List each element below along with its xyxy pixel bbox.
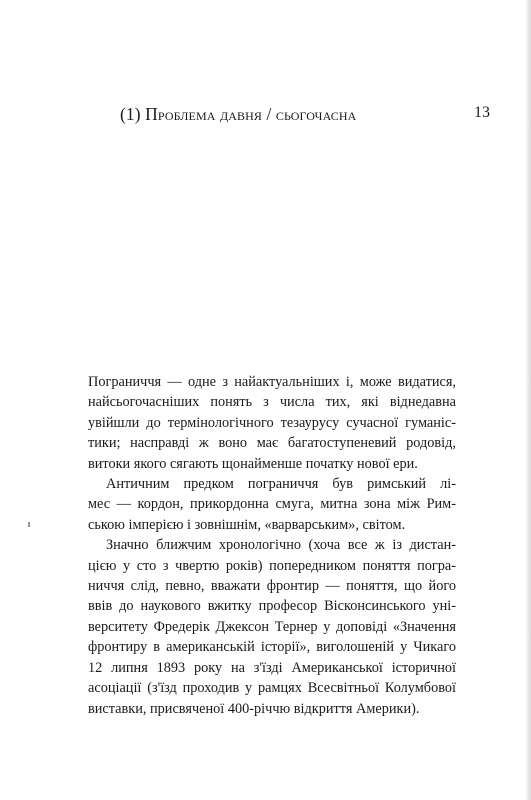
text-line: ввів до наукового вжитку професор Вісконсинського уні-	[88, 598, 456, 615]
paragraph-3	[88, 535, 456, 719]
text-line: Античним предком пограниччя був римський лі-	[106, 476, 456, 493]
text-line: цією у сто з чвертю років) попередником поняття погра-	[88, 557, 456, 574]
text-line: найсьогочасніших понять з числа тих, які віднедавна	[88, 394, 456, 411]
text-line: Пограниччя — одне з найактуальніших і, може видатися,	[88, 374, 456, 390]
text-line: 12 липня 1893 року на з'їзді Американської історичної	[88, 659, 456, 676]
page-edge-shadow	[525, 0, 531, 800]
text-line: мес — кордон, прикордонна смуга, митна зона між Рим-	[88, 496, 456, 513]
text-line: верситету Фредерік Джексон Тернер у доповіді «Значення	[88, 618, 456, 635]
body-text	[88, 372, 456, 719]
paragraph-1	[88, 372, 456, 474]
text-line: ською імперією і зовнішнім, «варварським», світом.	[88, 516, 406, 533]
text-line: ниччя слід, певно, вважати фронтир — поняття, що його	[88, 578, 456, 595]
text-line: фронтиру в американській історії», виголошеній у Чикаго	[88, 639, 456, 656]
text-line: Значно ближчим хронологічно (хоча все ж із дистан-	[106, 537, 456, 554]
text-line: асоціації (з'їзд проходив у рамцях Всесвітньої Колумбової	[88, 680, 456, 697]
paragraph-2	[88, 474, 456, 535]
scan-speck	[28, 522, 30, 527]
text-line: виставки, присвяченої 400-річчю відкриття Америки).	[88, 700, 420, 717]
running-head	[120, 104, 490, 126]
text-line: витоки якого сягають щонайменше початку нової ери.	[88, 455, 418, 472]
page-number: 13	[474, 104, 490, 121]
chapter-title: (1) Проблема давня / сьогочасна	[120, 104, 357, 124]
text-line: увійшли до термінологічного тезаурусу сучасної гуманіс-	[88, 414, 456, 431]
text-line: тики; насправді ж воно має багатоступеневий родовід,	[88, 435, 456, 452]
